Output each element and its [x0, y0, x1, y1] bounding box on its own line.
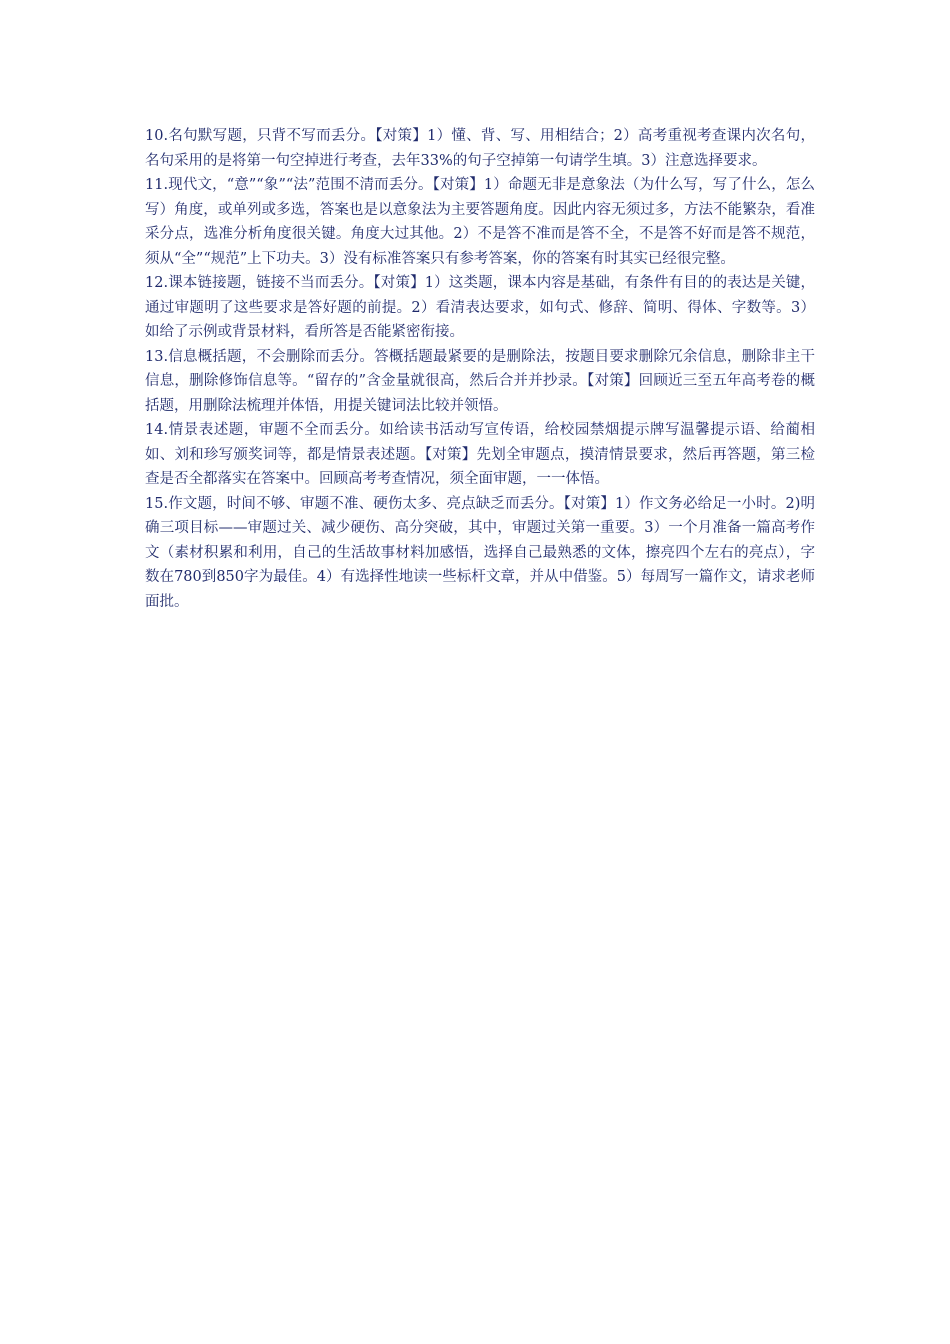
document-body [145, 124, 815, 614]
paragraph-item-13: 13.信息概括题，不会删除而丢分。答概括题最紧要的是删除法，按题目要求删除冗余信息，删除非主干信息，删除修饰信息等。“留存的”含金量就很高，然后合并并抄录。【对策】回顾近三至五年高考卷的概括题，用删除法梳理并体悟，用提关键词法比较并领悟。 [145, 348, 815, 414]
paragraph-item-15: 15.作文题，时间不够、审题不准、硬伤太多、亮点缺乏而丢分。【对策】1）作文务必给足一小时。2)明确三项目标——审题过关、减少硬伤、高分突破，其中，审题过关第一重要。3）一个月准备一篇高考作文（素材积累和利用，自己的生活故事材料加感悟，选择自己最熟悉的文体，擦亮四个左右的亮点），字数在780到850字为最佳。4）有选择性地读一些标杆文章，并从中借鉴。5）每周写一篇作文，请求老师面批。 [145, 495, 815, 610]
paragraph-item-12: 12.课本链接题，链接不当而丢分。【对策】1）这类题，课本内容是基础，有条件有目的的表达是关键，通过审题明了这些要求是答好题的前提。2）看清表达要求，如句式、修辞、简明、得体、字数等。3）如给了示例或背景材料，看所答是否能紧密衔接。 [145, 275, 815, 340]
paragraph-item-10: 10.名句默写题，只背不写而丢分。【对策】1）懂、背、写、用相结合；2）高考重视考查课内次名句，名句采用的是将第一句空掉进行考查，去年33%的句子空掉第一句请学生填。3）注意选择要求。 [145, 128, 815, 169]
paragraph-item-14: 14.情景表述题，审题不全而丢分。如给读书活动写宣传语，给校园禁烟提示牌写温馨提示语、给蔺相如、刘和珍写颁奖词等，都是情景表述题。【对策】先划全审题点，摸清情景要求，然后再答题，第三检查是否全都落实在答案中。回顾高考考查情况，须全面审题，一一体悟。 [145, 422, 815, 487]
paragraph-item-11: 11.现代文，“意”“象”“法”范围不清而丢分。【对策】1）命题无非是意象法（为什么写，写了什么，怎么写）角度，或单列或多选，答案也是以意象法为主要答题角度。因此内容无须过多，方法不能繁杂，看准采分点，选准分析角度很关键。角度大过其他。2）不是答不准而是答不全，不是答不好而是答不规范，须从“全”“规范”上下功夫。3）没有标准答案只有参考答案，你的答案有时其实已经很完整。 [145, 177, 815, 267]
